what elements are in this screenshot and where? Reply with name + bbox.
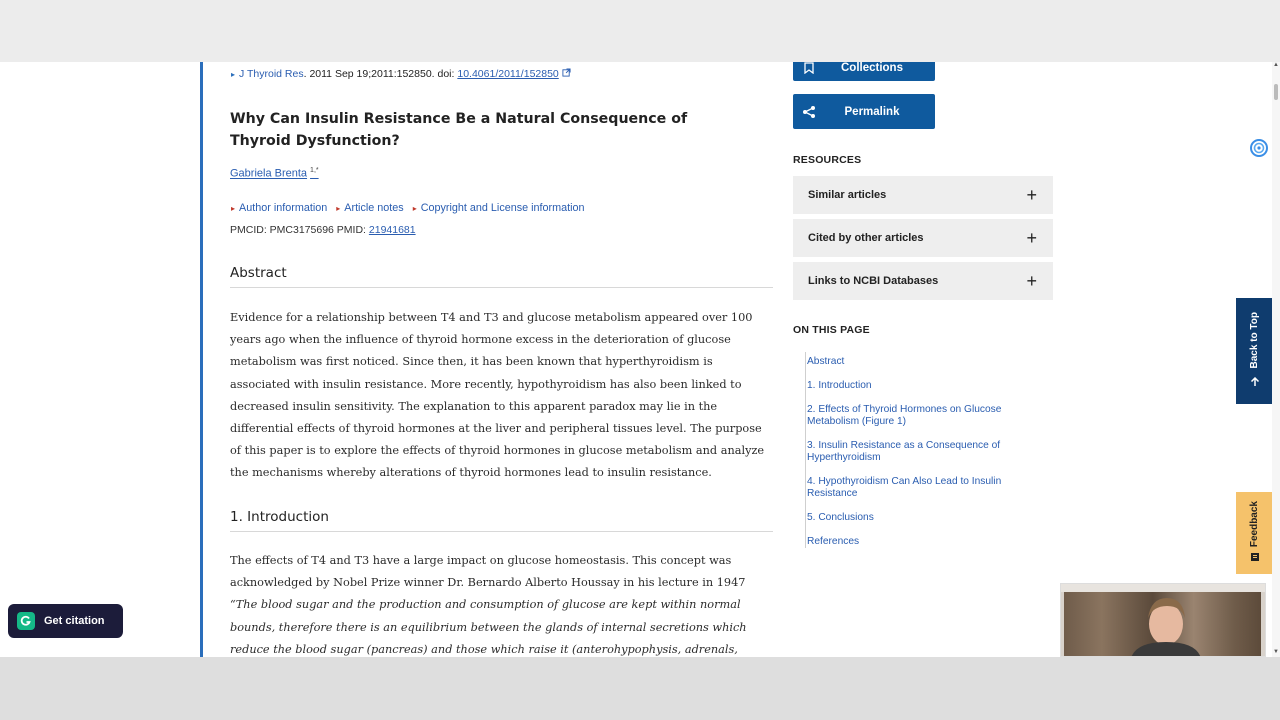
- toc-insulin-resistance-hyperthyroidism[interactable]: 3. Insulin Resistance as a Consequence of Hyperthyroidism: [807, 440, 1001, 463]
- browser-bottom-bar: [0, 657, 1280, 720]
- author-name[interactable]: Gabriela Brenta: [230, 167, 308, 180]
- webcam-overlay: [1060, 583, 1266, 657]
- accordion-label: Cited by other articles: [808, 232, 924, 244]
- share-icon: [795, 105, 823, 119]
- triangle-icon: ▸: [231, 70, 236, 79]
- abstract-text: Evidence for a relationship between T4 and T3 and glucose metabolism appeared over 100 years ago when the influence of thyroid hormone excess in the deterioration of glucose metabolism was first noticed. Since then, it has been known that hyperthyroidism is associated with insulin resistance. More recently, hypothyroidism has also been linked to decreased insulin sensitivity. The explanation to this apparent paradox may lie in the differential effects of thyroid hormones at the liver and peripheral tissues level. The purpose of this paper is to explore the effects of thyroid hormones in glucose metabolism and analyze the mechanisms whereby alterations of thyroid hormones lead to insulin resistance.: [230, 311, 765, 480]
- toc-references[interactable]: References: [807, 536, 860, 547]
- citation-line: [231, 68, 571, 80]
- permalink-button[interactable]: [793, 94, 935, 129]
- author-link[interactable]: [230, 167, 319, 180]
- triangle-icon: ▸: [336, 204, 341, 213]
- sidebar: [793, 62, 1063, 657]
- feedback-icon: [1250, 552, 1260, 565]
- page-scrollbar[interactable]: [1272, 62, 1280, 657]
- houssay-quote: “The blood sugar and the production and consumption of glucose are kept within normal bounds, therefore there is an equilibrium between the glands of internal secretions which reduce the blood sugar (pancreas) and those which raise it (anterohypophysis, adrenals,: [230, 598, 747, 656]
- toc-abstract[interactable]: Abstract: [807, 356, 845, 367]
- page-viewport: [0, 62, 1280, 657]
- article-meta-links: [231, 202, 591, 214]
- browser-top-bar: [0, 0, 1280, 62]
- toc-introduction[interactable]: 1. Introduction: [807, 380, 872, 391]
- citation-logo-icon: [17, 612, 35, 630]
- author-affiliation: 1,*: [310, 167, 319, 174]
- toc-conclusions[interactable]: 5. Conclusions: [807, 512, 874, 523]
- bookmark-icon: [795, 62, 823, 74]
- get-citation-button[interactable]: [8, 604, 123, 638]
- back-to-top-label: Back to Top: [1249, 312, 1260, 369]
- similar-articles-accordion[interactable]: [793, 176, 1053, 214]
- arrow-up-icon: [1250, 377, 1260, 390]
- introduction-paragraph: The effects of T4 and T3 have a large impact on glucose homeostasis. This concept was acknowledged by Nobel Prize winner Dr. Bernardo Alberto Houssay in his lecture in 1947: [230, 554, 746, 590]
- article-title: Why Can Insulin Resistance Be a Natural Consequence of Thyroid Dysfunction?: [230, 111, 688, 149]
- triangle-icon: ▸: [412, 204, 417, 213]
- plus-icon: +: [1026, 184, 1037, 205]
- introduction-heading: 1. Introduction: [230, 509, 773, 532]
- pmcid-label: PMCID: PMC3175696 PMID:: [230, 224, 369, 236]
- abstract-heading: Abstract: [230, 265, 773, 288]
- introduction-text: [230, 550, 775, 657]
- cited-by-accordion[interactable]: [793, 219, 1053, 257]
- triangle-icon: ▸: [231, 204, 236, 213]
- resources-heading: RESOURCES: [793, 154, 862, 166]
- on-this-page-heading: ON THIS PAGE: [793, 324, 870, 336]
- feedback-button[interactable]: [1236, 492, 1273, 574]
- toc-hypothyroidism[interactable]: 4. Hypothyroidism Can Also Lead to Insulin Resistance: [807, 476, 1002, 499]
- plus-icon: +: [1026, 227, 1037, 248]
- back-to-top-button[interactable]: [1236, 298, 1273, 404]
- assistant-swirl-icon[interactable]: [1248, 137, 1270, 159]
- table-of-contents: [805, 352, 1025, 548]
- scrollbar-thumb[interactable]: [1274, 84, 1278, 100]
- scroll-up-icon[interactable]: ▲: [1273, 62, 1279, 68]
- copyright-link[interactable]: Copyright and License information: [420, 202, 585, 214]
- citation-date: . 2011 Sep 19;2011:152850. doi:: [303, 68, 458, 80]
- get-citation-label: Get citation: [44, 615, 105, 627]
- permalink-label: Permalink: [844, 105, 900, 118]
- collections-button[interactable]: [793, 62, 935, 81]
- scroll-down-icon[interactable]: ▼: [1273, 649, 1279, 655]
- accordion-label: Similar articles: [808, 189, 887, 201]
- toc-effects-of-thyroid-hormones[interactable]: 2. Effects of Thyroid Hormones on Glucose Metabolism (Figure 1): [807, 404, 1002, 427]
- doi-link[interactable]: 10.4061/2011/152850: [457, 68, 559, 80]
- collections-label: Collections: [841, 62, 903, 74]
- pmid-link[interactable]: 21941681: [368, 224, 416, 236]
- author-information-link[interactable]: Author information: [239, 202, 328, 214]
- feedback-label: Feedback: [1249, 501, 1260, 548]
- journal-link[interactable]: J Thyroid Res: [239, 68, 304, 80]
- article-notes-link[interactable]: Article notes: [344, 202, 404, 214]
- accordion-label: Links to NCBI Databases: [808, 275, 939, 287]
- ncbi-databases-accordion[interactable]: [793, 262, 1053, 300]
- plus-icon: +: [1026, 270, 1037, 291]
- article-ids: [230, 224, 416, 236]
- article-column: [200, 62, 785, 657]
- external-link-icon: [562, 68, 571, 80]
